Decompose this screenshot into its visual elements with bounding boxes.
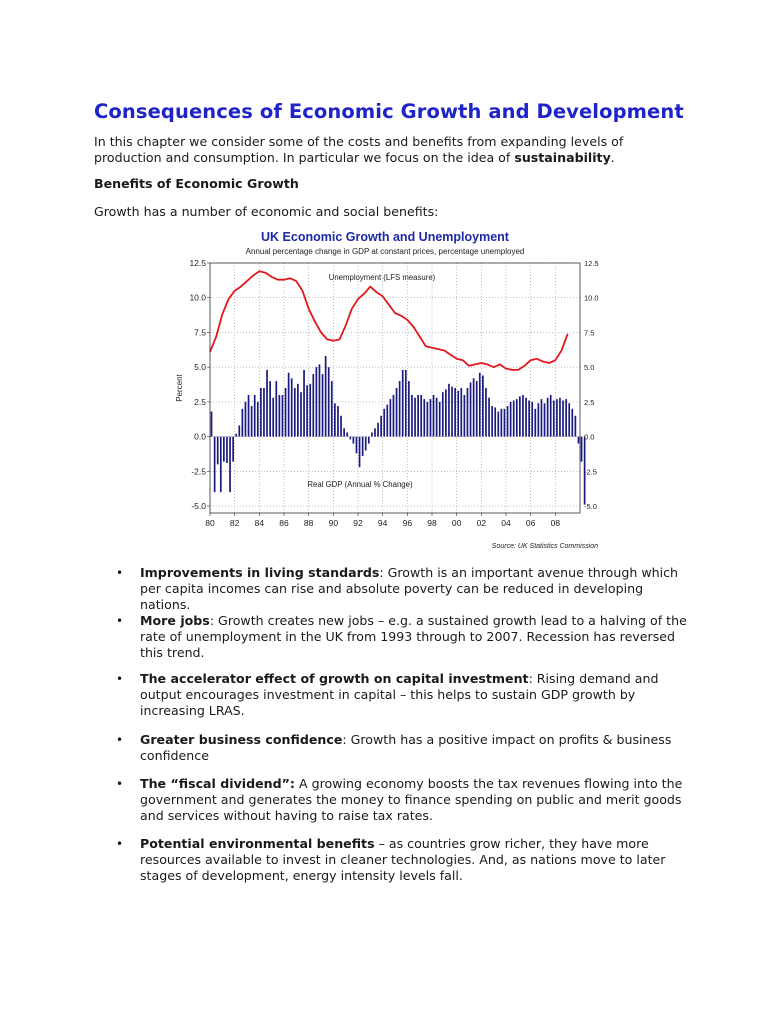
- x-tick-label: 86: [279, 518, 289, 528]
- gdp-bar: [494, 407, 496, 436]
- gdp-bar: [337, 406, 339, 437]
- bullet-item: [94, 613, 694, 661]
- x-tick-label: 82: [229, 518, 240, 528]
- gdp-bar: [266, 370, 268, 437]
- gdp-bar: [522, 395, 524, 437]
- gdp-bar: [242, 409, 244, 437]
- gdp-unemployment-chart: [160, 226, 610, 556]
- gdp-bar: [448, 384, 450, 437]
- gdp-bar: [454, 388, 456, 437]
- gdp-bar: [368, 437, 370, 444]
- gdp-bar: [553, 401, 555, 437]
- gdp-bar: [439, 402, 441, 437]
- gdp-bar: [309, 384, 311, 437]
- gdp-bar: [467, 388, 469, 437]
- gdp-bar: [220, 437, 222, 493]
- bullet-text: : Growth creates new jobs – e.g. a sustained growth lead to a halving of the rate of unemployment in the UK from 1993 through to 2007. Recession has reversed this trend.: [140, 613, 687, 660]
- y-tick-label: 12.5: [189, 258, 206, 268]
- y-tick-label: 5.0: [194, 362, 206, 373]
- bullet-text: : Rising demand and output encourages investment in capital – this helps to sustain GDP growth by increasing LRAS.: [140, 671, 659, 718]
- gdp-bar: [460, 388, 462, 437]
- gdp-bar: [531, 402, 533, 437]
- gdp-bar: [334, 403, 336, 436]
- y-tick-label: 7.5: [194, 327, 206, 338]
- gdp-bar: [470, 382, 472, 436]
- bullet-dot: •: [116, 614, 124, 628]
- y-tick-label-right: 0.0: [584, 432, 595, 442]
- page-title: Consequences of Economic Growth and Development: [94, 100, 684, 123]
- gdp-bar: [457, 391, 459, 437]
- gdp-bar: [420, 395, 422, 437]
- gdp-bar: [399, 381, 401, 437]
- intro-text-end: .: [610, 150, 615, 165]
- gdp-bar: [272, 398, 274, 437]
- gdp-bar: [377, 423, 379, 437]
- unemployment-annotation: Unemployment (LFS measure): [328, 273, 436, 282]
- y-tick-label: -2.5: [191, 466, 206, 477]
- gdp-bar: [402, 370, 404, 437]
- bullet-title: More jobs: [140, 613, 210, 628]
- y-tick-label-right: 7.5: [584, 328, 595, 338]
- gdp-bar: [390, 399, 392, 437]
- gdp-bar: [491, 406, 493, 437]
- x-tick-label: 06: [525, 518, 536, 528]
- gdp-bar: [288, 373, 290, 437]
- gdp-bar: [562, 401, 564, 437]
- y-tick-label: -5.0: [191, 501, 206, 512]
- x-tick-label: 04: [501, 518, 511, 528]
- unemployment-line: [210, 271, 568, 370]
- gdp-bar: [408, 381, 410, 437]
- gdp-bar: [374, 428, 376, 436]
- gdp-bar: [359, 437, 361, 468]
- bullet-title: Potential environmental benefits: [140, 836, 375, 851]
- bullet-item: [94, 732, 694, 764]
- bullet-dot: •: [116, 777, 124, 791]
- chart-title: UK Economic Growth and Unemployment: [261, 230, 509, 244]
- gdp-bar: [538, 403, 540, 436]
- gdp-bar: [235, 434, 237, 437]
- bullet-item: [94, 836, 694, 884]
- bullet-title: The “fiscal dividend”:: [140, 776, 295, 791]
- gdp-bar: [578, 437, 580, 444]
- gdp-bar: [260, 388, 262, 437]
- gdp-bar: [371, 432, 373, 436]
- gdp-bar: [544, 403, 546, 436]
- gdp-bar: [571, 409, 573, 437]
- gdp-bar: [568, 403, 570, 436]
- gdp-bar: [346, 432, 348, 436]
- gdp-bar: [556, 399, 558, 437]
- y-tick-label-right: 10.0: [584, 293, 599, 303]
- y-axis-label: Percent: [175, 374, 184, 402]
- gdp-bar: [312, 374, 314, 437]
- bullet-item: [94, 776, 694, 824]
- bullet-dot: •: [116, 837, 124, 851]
- gdp-bar: [417, 395, 419, 437]
- bullet-dot: •: [116, 672, 124, 686]
- bullet-text: – as countries grow richer, they have more resources available to invest in cleaner technologies. And, as nations move to later stages of development, energy intensity levels fall.: [140, 836, 666, 883]
- bullet-dot: •: [116, 733, 124, 747]
- gdp-bar: [559, 398, 561, 437]
- gdp-bar: [229, 437, 231, 493]
- gdp-bar: [451, 387, 453, 437]
- intro-paragraph: [94, 134, 694, 166]
- gdp-bar: [279, 395, 281, 437]
- gdp-bar: [294, 388, 296, 437]
- gdp-bar: [575, 416, 577, 437]
- bullet-dot: •: [116, 566, 124, 580]
- section-subheading: Benefits of Economic Growth: [94, 176, 299, 191]
- gdp-bar: [482, 376, 484, 437]
- bullet-text: : Growth has a positive impact on profits & business confidence: [140, 732, 672, 763]
- gdp-bar: [396, 388, 398, 437]
- y-tick-label-right: 5.0: [584, 363, 595, 373]
- y-tick-label: 2.5: [194, 396, 206, 407]
- y-tick-label-right: -2.5: [584, 467, 597, 477]
- gdp-bar: [211, 412, 213, 437]
- gdp-bar: [550, 395, 552, 437]
- gdp-bar: [565, 399, 567, 437]
- gdp-bar: [349, 437, 351, 440]
- gdp-bar: [362, 437, 364, 456]
- plot-frame: [210, 263, 580, 513]
- gdp-bar: [479, 373, 481, 437]
- gdp-bar: [436, 398, 438, 437]
- chart-subtitle: Annual percentage change in GDP at constant prices, percentage unemployed: [245, 247, 525, 256]
- bullet-title: Improvements in living standards: [140, 565, 380, 580]
- gdp-bar: [303, 370, 305, 437]
- gdp-bar: [405, 370, 407, 437]
- gdp-bar: [488, 398, 490, 437]
- x-tick-label: 88: [303, 518, 314, 528]
- bullet-title: The accelerator effect of growth on capital investment: [140, 671, 529, 686]
- gdp-bar: [383, 409, 385, 437]
- gdp-bar: [306, 385, 308, 436]
- gdp-bar: [248, 395, 250, 437]
- gdp-bar: [340, 416, 342, 437]
- x-tick-label: 92: [353, 518, 363, 528]
- gdp-bar: [476, 381, 478, 437]
- gdp-bar: [507, 406, 509, 437]
- y-tick-label: 0.0: [194, 431, 206, 442]
- bullet-item: [94, 565, 694, 613]
- gdp-bar: [297, 384, 299, 437]
- gdp-bar: [232, 437, 234, 462]
- gdp-bar: [343, 428, 345, 436]
- y-tick-label-right: -5.0: [584, 502, 597, 512]
- gdp-bar: [285, 388, 287, 437]
- chart-source: Source: UK Statistics Commission: [491, 543, 598, 550]
- gdp-bar: [501, 409, 503, 437]
- gdp-bar: [427, 402, 429, 437]
- intro-bold-term: sustainability: [514, 150, 611, 165]
- x-tick-label: 98: [427, 518, 437, 528]
- gdp-bar: [226, 437, 228, 463]
- gdp-bar: [497, 412, 499, 437]
- x-tick-label: 08: [550, 518, 561, 528]
- gdp-bar: [238, 426, 240, 437]
- gdp-bar: [411, 395, 413, 437]
- x-tick-label: 02: [476, 518, 487, 528]
- x-tick-label: 84: [254, 518, 265, 528]
- gdp-bar: [534, 409, 536, 437]
- gdp-bar: [485, 388, 487, 437]
- gdp-bar: [316, 367, 318, 436]
- gdp-bar: [356, 437, 358, 454]
- gdp-bar: [353, 437, 355, 444]
- x-tick-label: 80: [205, 518, 215, 528]
- gdp-bar: [263, 388, 265, 437]
- bullet-title: Greater business confidence: [140, 732, 343, 747]
- bullet-text: : Growth is an important avenue through which per capita incomes can rise and absolute poverty can be reduced in developing nations.: [140, 565, 679, 612]
- gdp-bar: [513, 401, 515, 437]
- gdp-bar: [525, 398, 527, 437]
- gdp-annotation: Real GDP (Annual % Change): [307, 480, 413, 489]
- gdp-bar: [473, 378, 475, 436]
- gdp-bar: [328, 367, 330, 436]
- gdp-bar: [257, 402, 259, 437]
- gdp-bar: [442, 392, 444, 436]
- bullet-text: A growing economy boosts the tax revenues flowing into the government and generates the money to finance spending on public and merit goods and services without having to raise tax rates.: [140, 776, 683, 823]
- x-tick-label: 90: [328, 518, 339, 528]
- gdp-bar: [516, 399, 518, 437]
- gdp-bar: [581, 437, 583, 462]
- gdp-bar: [504, 409, 506, 437]
- gdp-bar: [380, 416, 382, 437]
- gdp-bar: [319, 364, 321, 436]
- gdp-bar: [423, 399, 425, 437]
- gdp-bar: [282, 395, 284, 437]
- gdp-bar: [223, 437, 225, 462]
- gdp-bar: [322, 374, 324, 437]
- gdp-bar: [269, 381, 271, 437]
- gdp-bar: [510, 402, 512, 437]
- gdp-bar: [365, 437, 367, 451]
- gdp-bar: [445, 389, 447, 436]
- gdp-bar: [331, 381, 333, 437]
- gdp-bar: [254, 395, 256, 437]
- bullet-item: [94, 671, 694, 719]
- gdp-bar: [251, 406, 253, 437]
- gdp-bar: [245, 402, 247, 437]
- gdp-bar: [386, 405, 388, 437]
- gdp-bar: [275, 381, 277, 437]
- growth-lead-in: Growth has a number of economic and social benefits:: [94, 204, 439, 219]
- gdp-bar: [433, 395, 435, 437]
- gdp-bar: [291, 378, 293, 436]
- gdp-bar: [430, 399, 432, 437]
- y-tick-label-right: 12.5: [584, 259, 599, 268]
- gdp-bar: [214, 437, 216, 493]
- gdp-bar: [325, 356, 327, 437]
- x-tick-label: 96: [402, 518, 413, 528]
- gdp-bar: [464, 395, 466, 437]
- x-tick-label: 94: [377, 518, 388, 528]
- gdp-bar: [300, 392, 302, 436]
- gdp-bar: [541, 399, 543, 437]
- gdp-bar: [393, 395, 395, 437]
- y-tick-label: 10.0: [189, 292, 206, 303]
- x-tick-label: 00: [451, 518, 462, 528]
- y-tick-label-right: 2.5: [584, 397, 595, 407]
- gdp-bar: [519, 396, 521, 436]
- gdp-bar: [217, 437, 219, 465]
- intro-text: In this chapter we consider some of the costs and benefits from expanding levels of production and consumption. In particular we focus on the idea of: [94, 134, 624, 165]
- gdp-bar: [528, 401, 530, 437]
- gdp-bar: [414, 398, 416, 437]
- gdp-bar: [547, 398, 549, 437]
